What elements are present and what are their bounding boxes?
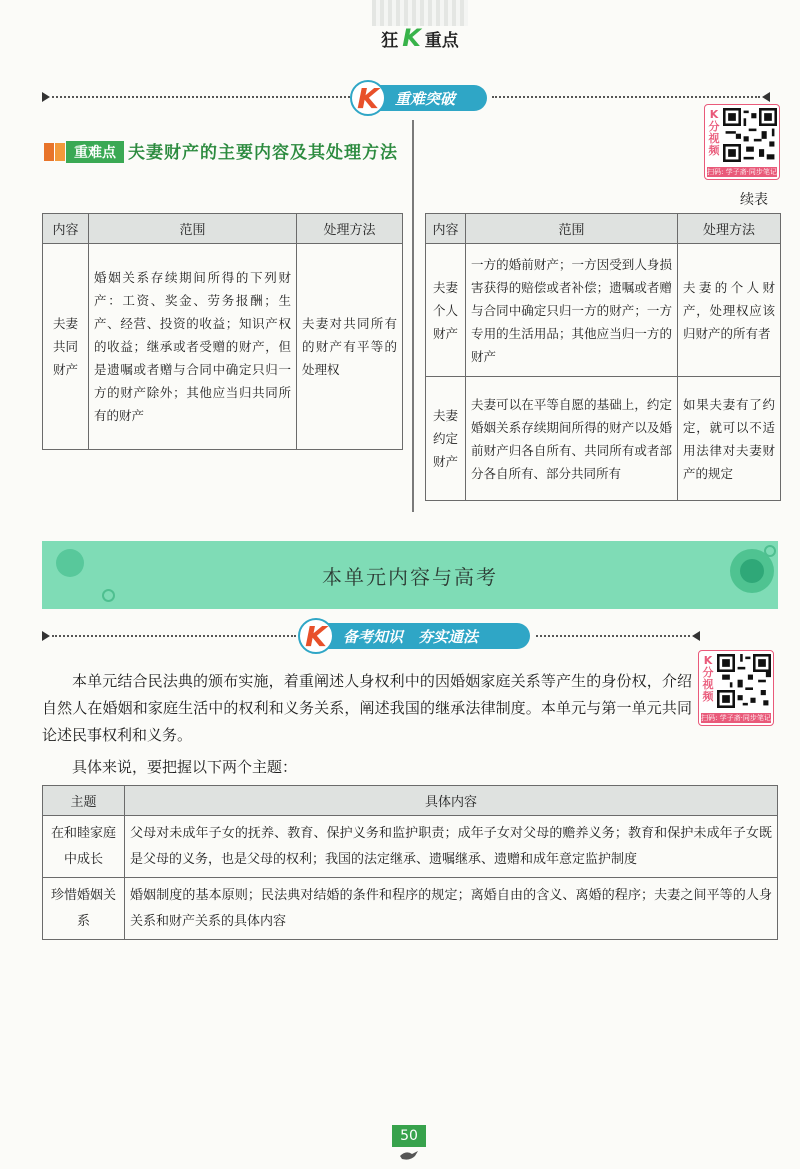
- page-number: 50: [392, 1125, 426, 1147]
- property-table-left: [42, 213, 403, 450]
- header-left-text: 狂: [381, 30, 399, 51]
- header-right-text: 重点: [424, 30, 459, 51]
- qr-caption: 扫码: 学子斋·同步笔记: [707, 168, 777, 176]
- table-row: [426, 244, 781, 377]
- table-header: 处理方法: [678, 214, 781, 244]
- intro-paragraph-2: 具体来说，要把握以下两个主题：: [72, 758, 298, 776]
- section-title: 夫妻财产的主要内容及其处理方法: [128, 143, 398, 163]
- qr-video-widget[interactable]: [704, 104, 780, 180]
- k-badge-icon: K: [350, 80, 386, 116]
- table-header: 具体内容: [125, 786, 778, 816]
- property-table-right: [425, 213, 781, 501]
- unit-banner: [42, 541, 778, 609]
- table-cell-method: 如果夫妻有了约定，就可以不适用法律对夫妻财产的规定: [678, 377, 781, 501]
- table-cell-scope: 一方的婚前财产；一方因受到人身损害获得的赔偿或者补偿；遗嘱或者赠与合同中确定只归一方的财产；一方专用的生活用品；其他应当归一方的财产: [466, 244, 678, 377]
- table-header: 内容: [426, 214, 466, 244]
- table-row: [426, 377, 781, 501]
- arrow-left-icon: [692, 631, 700, 641]
- table-cell-scope: 夫妻可以在平等自愿的基础上，约定婚姻关系存续期间所得的财产以及婚前财产归各自所有、共同所有或者部分各自所有、部分共同所有: [466, 377, 678, 501]
- continued-table-label: 续表: [740, 192, 768, 208]
- table-cell-detail: 婚姻制度的基本原则；民法典对结婚的条件和程序的规定；离婚自由的含义、离婚的程序；夫妻之间平等的人身关系和财产关系的具体内容: [125, 878, 778, 940]
- table-cell-detail: 父母对未成年子女的抚养、教育、保护义务和监护职责；成年子女对父母的赡养义务；教育和保护未成年子女既是父母的义务，也是父母的权利；我国的法定继承、遗嘱继承、遗赠和成年意定监护制度: [125, 816, 778, 878]
- table-header: 范围: [466, 214, 678, 244]
- table-cell-content: 夫妻个人财产: [426, 244, 466, 377]
- k-badge-icon: K: [298, 618, 334, 654]
- qr-caption: 扫码: 学子斋·同步笔记: [701, 714, 771, 722]
- qr-video-widget[interactable]: [698, 650, 774, 726]
- banner-title: 本单元内容与高考: [322, 564, 498, 589]
- table-row: [43, 816, 778, 878]
- qr-side-label: K分视频: [702, 654, 714, 703]
- section-pill-label: 备考知识 夯实通法: [343, 627, 479, 646]
- table-row: [43, 878, 778, 940]
- section-pill-beikao: [305, 623, 530, 649]
- table-cell-scope: 婚姻关系存续期间所得的下列财产：工资、奖金、劳务报酬；生产、经营、投资的收益；知识产权的收益；继承或者受赠的财产，但是遗嘱或者赠与合同中确定只归一方的财产除外；其他应当归共同所有的财产: [89, 244, 297, 450]
- bird-icon: [398, 1148, 420, 1162]
- dotted-divider: [52, 96, 350, 100]
- topics-table: [42, 785, 778, 940]
- qr-code-icon[interactable]: [723, 108, 777, 162]
- table-header: 处理方法: [297, 214, 403, 244]
- table-cell-content: 夫妻约定财产: [426, 377, 466, 501]
- column-separator: [412, 120, 414, 512]
- header-decoration: [372, 0, 468, 26]
- intro-paragraph: 本单元结合民法典的颁布实施，着重阐述人身权利中的因婚姻家庭关系等产生的身份权，介绍自然人在婚姻和家庭生活中的权利和义务关系，阐述我国的继承法律制度。本单元与第一单元共同论述民事权利和义务。: [42, 672, 692, 744]
- table-cell-content: 夫妻共同财产: [43, 244, 89, 450]
- dotted-divider: [52, 635, 296, 639]
- table-header: 范围: [89, 214, 297, 244]
- table-cell-method: 夫妻对共同所有的财产有平等的处理权: [297, 244, 403, 450]
- table-header: 主题: [43, 786, 125, 816]
- arrow-left-icon: [762, 92, 770, 102]
- page-header: [350, 24, 490, 52]
- qr-code-icon[interactable]: [717, 654, 771, 708]
- arrow-right-icon: [42, 92, 50, 102]
- table-cell-topic: 珍惜婚姻关系: [43, 878, 125, 940]
- book-icon: [44, 143, 66, 161]
- header-k-logo: K: [402, 24, 421, 52]
- section-pill-label: 重难突破: [395, 89, 456, 108]
- dotted-divider: [536, 635, 690, 639]
- table-cell-method: 夫妻的个人财产，处理权应该归财产的所有者: [678, 244, 781, 377]
- table-row: [43, 244, 403, 450]
- qr-side-label: K分视频: [708, 108, 720, 157]
- arrow-right-icon: [42, 631, 50, 641]
- table-cell-topic: 在和睦家庭中成长: [43, 816, 125, 878]
- table-header: 内容: [43, 214, 89, 244]
- dotted-divider: [492, 96, 760, 100]
- key-point-tag: 重难点: [66, 141, 124, 163]
